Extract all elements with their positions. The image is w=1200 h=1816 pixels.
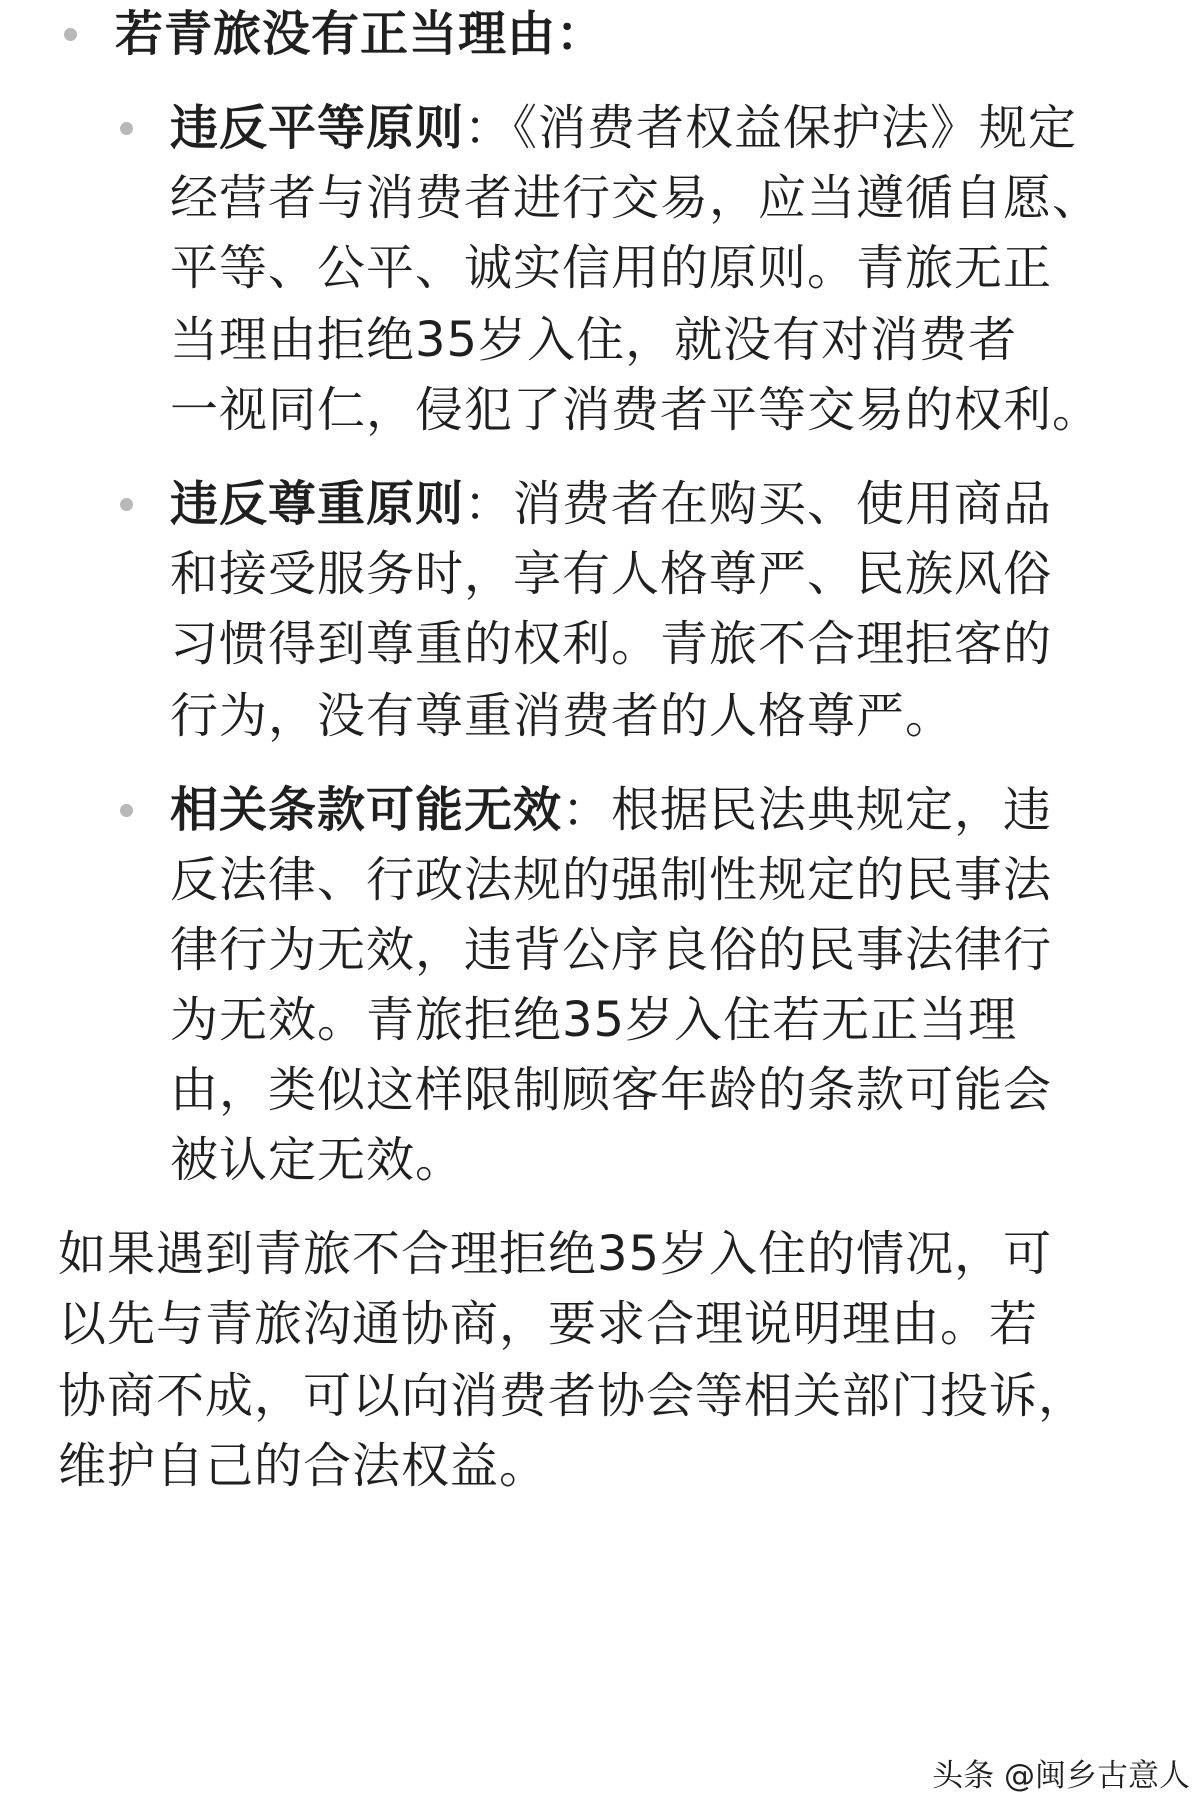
list-item-line: 被认定无效。 [170,1132,465,1188]
section-heading: 若青旅没有正当理由： [115,6,606,62]
list-item-line: 和接受服务时，享有人格尊严、民族风俗 [170,546,1053,602]
list-item-line [170,474,1052,534]
list-item-line: 反法律、行政法规的强制性规定的民事法 [170,852,1053,908]
item-title: 违反尊重原则 [170,476,465,532]
list-item-line: 当理由拒绝35岁入住，就没有对消费者 [170,312,1018,368]
list-item-line: 为无效。青旅拒绝35岁入住若无正当理 [170,992,1018,1048]
bullet-dot [120,122,133,135]
item-title: 违反平等原则 [170,100,465,156]
bullet-dot [64,28,77,41]
list-item-line: 一视同仁，侵犯了消费者平等交易的权利。 [170,382,1102,438]
list-item-line: 习惯得到尊重的权利。青旅不合理拒客的 [170,616,1053,672]
item-text: ：消费者在购买、使用商品 [464,476,1053,532]
item-title: 相关条款可能无效 [170,782,563,838]
item-text: ：根据民法典规定，违 [562,782,1053,838]
closing-paragraph-line: 如果遇到青旅不合理拒绝35岁入住的情况，可 [58,1226,1053,1282]
item-text: ：《消费者权益保护法》规定 [464,100,1078,156]
closing-paragraph-line: 维护自己的合法权益。 [58,1438,549,1494]
bullet-dot [120,498,133,511]
list-item-line: 由，类似这样限制顾客年龄的条款可能会 [170,1062,1053,1118]
list-item-line: 行为，没有尊重消费者的人格尊严。 [170,688,955,744]
bullet-dot [120,804,133,817]
closing-paragraph-line: 以先与青旅沟通协商，要求合理说明理由。若 [58,1296,1039,1352]
closing-paragraph-line: 协商不成，可以向消费者协会等相关部门投诉， [58,1368,1088,1424]
list-item-line [170,98,1077,158]
list-item-line: 经营者与消费者进行交易，应当遵循自愿、 [170,170,1102,226]
watermark-author: 头条 @闽乡古意人 [932,1758,1190,1794]
list-item-line: 律行为无效，违背公序良俗的民事法律行 [170,922,1053,978]
list-item-line [170,780,1052,840]
list-item-line: 平等、公平、诚实信用的原则。青旅无正 [170,240,1053,296]
